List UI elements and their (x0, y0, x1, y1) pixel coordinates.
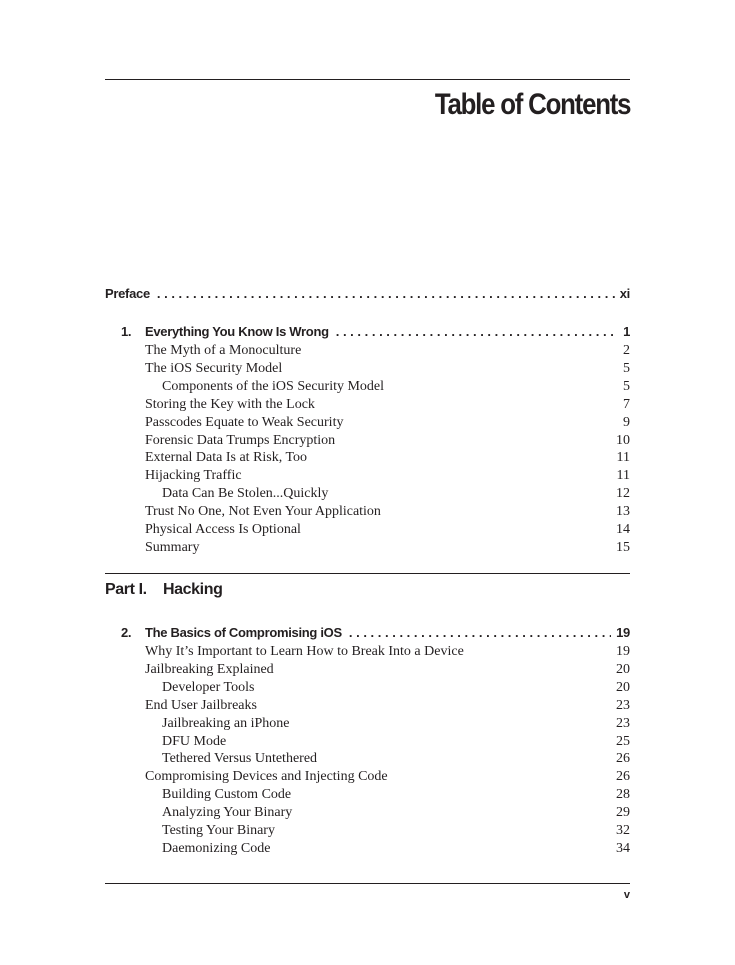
section-page: 9 (623, 414, 630, 430)
section-page: 11 (616, 468, 630, 484)
toc-section-entry[interactable] (162, 786, 630, 804)
section-page: 26 (616, 769, 630, 785)
section-page: 11 (616, 450, 630, 466)
section-title: The Myth of a Monoculture (145, 343, 302, 358)
bottom-rule (105, 883, 630, 884)
section-page: 20 (616, 679, 630, 695)
chapter-1-entry[interactable] (121, 323, 630, 341)
section-title: Forensic Data Trumps Encryption (145, 432, 336, 448)
toc-section-entry[interactable] (145, 432, 630, 450)
toc-section-entry[interactable] (162, 378, 630, 396)
chapter-1-page: 1 (623, 324, 630, 339)
page-title: Table of Contents (434, 88, 630, 121)
part-1-label: Part I. (105, 581, 147, 598)
section-title: Components of the iOS Security Model (162, 378, 385, 394)
section-page: 13 (616, 504, 630, 520)
section-title: Passcodes Equate to Weak Security (145, 414, 344, 430)
part-1-heading (105, 579, 222, 601)
toc-section-entry[interactable] (145, 521, 630, 539)
chapter-2-entry[interactable] (121, 624, 630, 642)
section-title: Summary (145, 539, 200, 555)
section-title: Data Can Be Stolen...Quickly (162, 486, 329, 502)
section-page: 5 (623, 360, 630, 376)
chapter-2-page: 19 (616, 625, 630, 640)
section-page: 32 (616, 823, 630, 838)
part-rule (105, 573, 630, 574)
section-page: 26 (616, 751, 630, 767)
section-title: Jailbreaking an iPhone (162, 715, 290, 731)
page-number: v (623, 889, 630, 901)
chapter-2-number: 2. (121, 625, 132, 640)
toc-section-entry[interactable] (162, 485, 630, 503)
toc-section-entry[interactable] (145, 539, 630, 557)
toc-section-entry[interactable] (162, 822, 630, 840)
dot-leader (336, 323, 618, 341)
section-page: 34 (616, 840, 630, 856)
toc-section-entry[interactable] (145, 414, 630, 432)
preface-entry[interactable] (105, 285, 630, 303)
section-page: 23 (616, 697, 630, 713)
section-title: Tethered Versus Untethered (162, 751, 318, 767)
section-title: DFU Mode (162, 733, 227, 749)
section-title: Jailbreaking Explained (145, 661, 274, 677)
section-title: Developer Tools (162, 679, 255, 695)
section-title: Trust No One, Not Even Your Application (145, 504, 381, 520)
toc-section-entry[interactable] (145, 697, 630, 715)
section-page: 28 (616, 787, 630, 803)
section-page: 20 (616, 661, 630, 677)
section-title: Storing the Key with the Lock (145, 396, 315, 412)
section-page: 10 (616, 432, 630, 448)
preface-label: Preface (105, 286, 150, 301)
toc-section-entry[interactable] (145, 396, 630, 414)
section-page: 7 (623, 396, 630, 412)
section-page: 5 (623, 378, 630, 394)
section-page: 29 (616, 805, 630, 821)
section-page: 15 (616, 539, 630, 555)
section-title: Daemonizing Code (162, 840, 271, 856)
section-title: Analyzing Your Binary (162, 805, 293, 821)
section-page: 19 (616, 644, 630, 659)
toc-section-entry[interactable] (162, 804, 630, 822)
toc-section-entry[interactable] (145, 768, 630, 786)
toc-section-entry[interactable] (145, 467, 630, 485)
section-page: 23 (616, 715, 630, 731)
chapter-1-number: 1. (121, 324, 132, 339)
section-page: 25 (616, 733, 630, 749)
toc-section-entry[interactable] (145, 661, 630, 679)
section-page: 14 (616, 522, 630, 537)
section-title: Building Custom Code (162, 787, 292, 803)
dot-leader (157, 285, 615, 303)
toc-section-entry[interactable] (145, 643, 630, 661)
section-title: Compromising Devices and Injecting Code (145, 769, 388, 785)
toc-section-entry[interactable] (145, 342, 630, 360)
section-title: Physical Access Is Optional (145, 522, 301, 537)
toc-section-entry[interactable] (162, 733, 630, 751)
section-title: Testing Your Binary (162, 823, 275, 838)
section-page: 2 (623, 343, 630, 358)
toc-section-entry[interactable] (145, 360, 630, 378)
section-page: 12 (616, 486, 630, 502)
chapter-2-title: The Basics of Compromising iOS (145, 625, 342, 640)
section-title: End User Jailbreaks (145, 697, 257, 713)
toc-section-entry[interactable] (145, 449, 630, 467)
preface-page: xi (619, 286, 630, 301)
toc-section-entry[interactable] (162, 750, 630, 768)
section-title: Hijacking Traffic (145, 468, 242, 484)
toc-section-entry[interactable] (162, 679, 630, 697)
chapter-1-title: Everything You Know Is Wrong (145, 324, 329, 339)
toc-section-entry[interactable] (145, 503, 630, 521)
toc-section-entry[interactable] (162, 715, 630, 733)
top-rule (105, 79, 630, 80)
section-title: Why It’s Important to Learn How to Break Into a Device (145, 644, 464, 659)
section-title: The iOS Security Model (145, 360, 283, 376)
section-title: External Data Is at Risk, Too (145, 450, 308, 466)
toc-section-entry[interactable] (162, 840, 630, 858)
dot-leader (349, 624, 611, 642)
part-1-title: Hacking (163, 581, 223, 598)
